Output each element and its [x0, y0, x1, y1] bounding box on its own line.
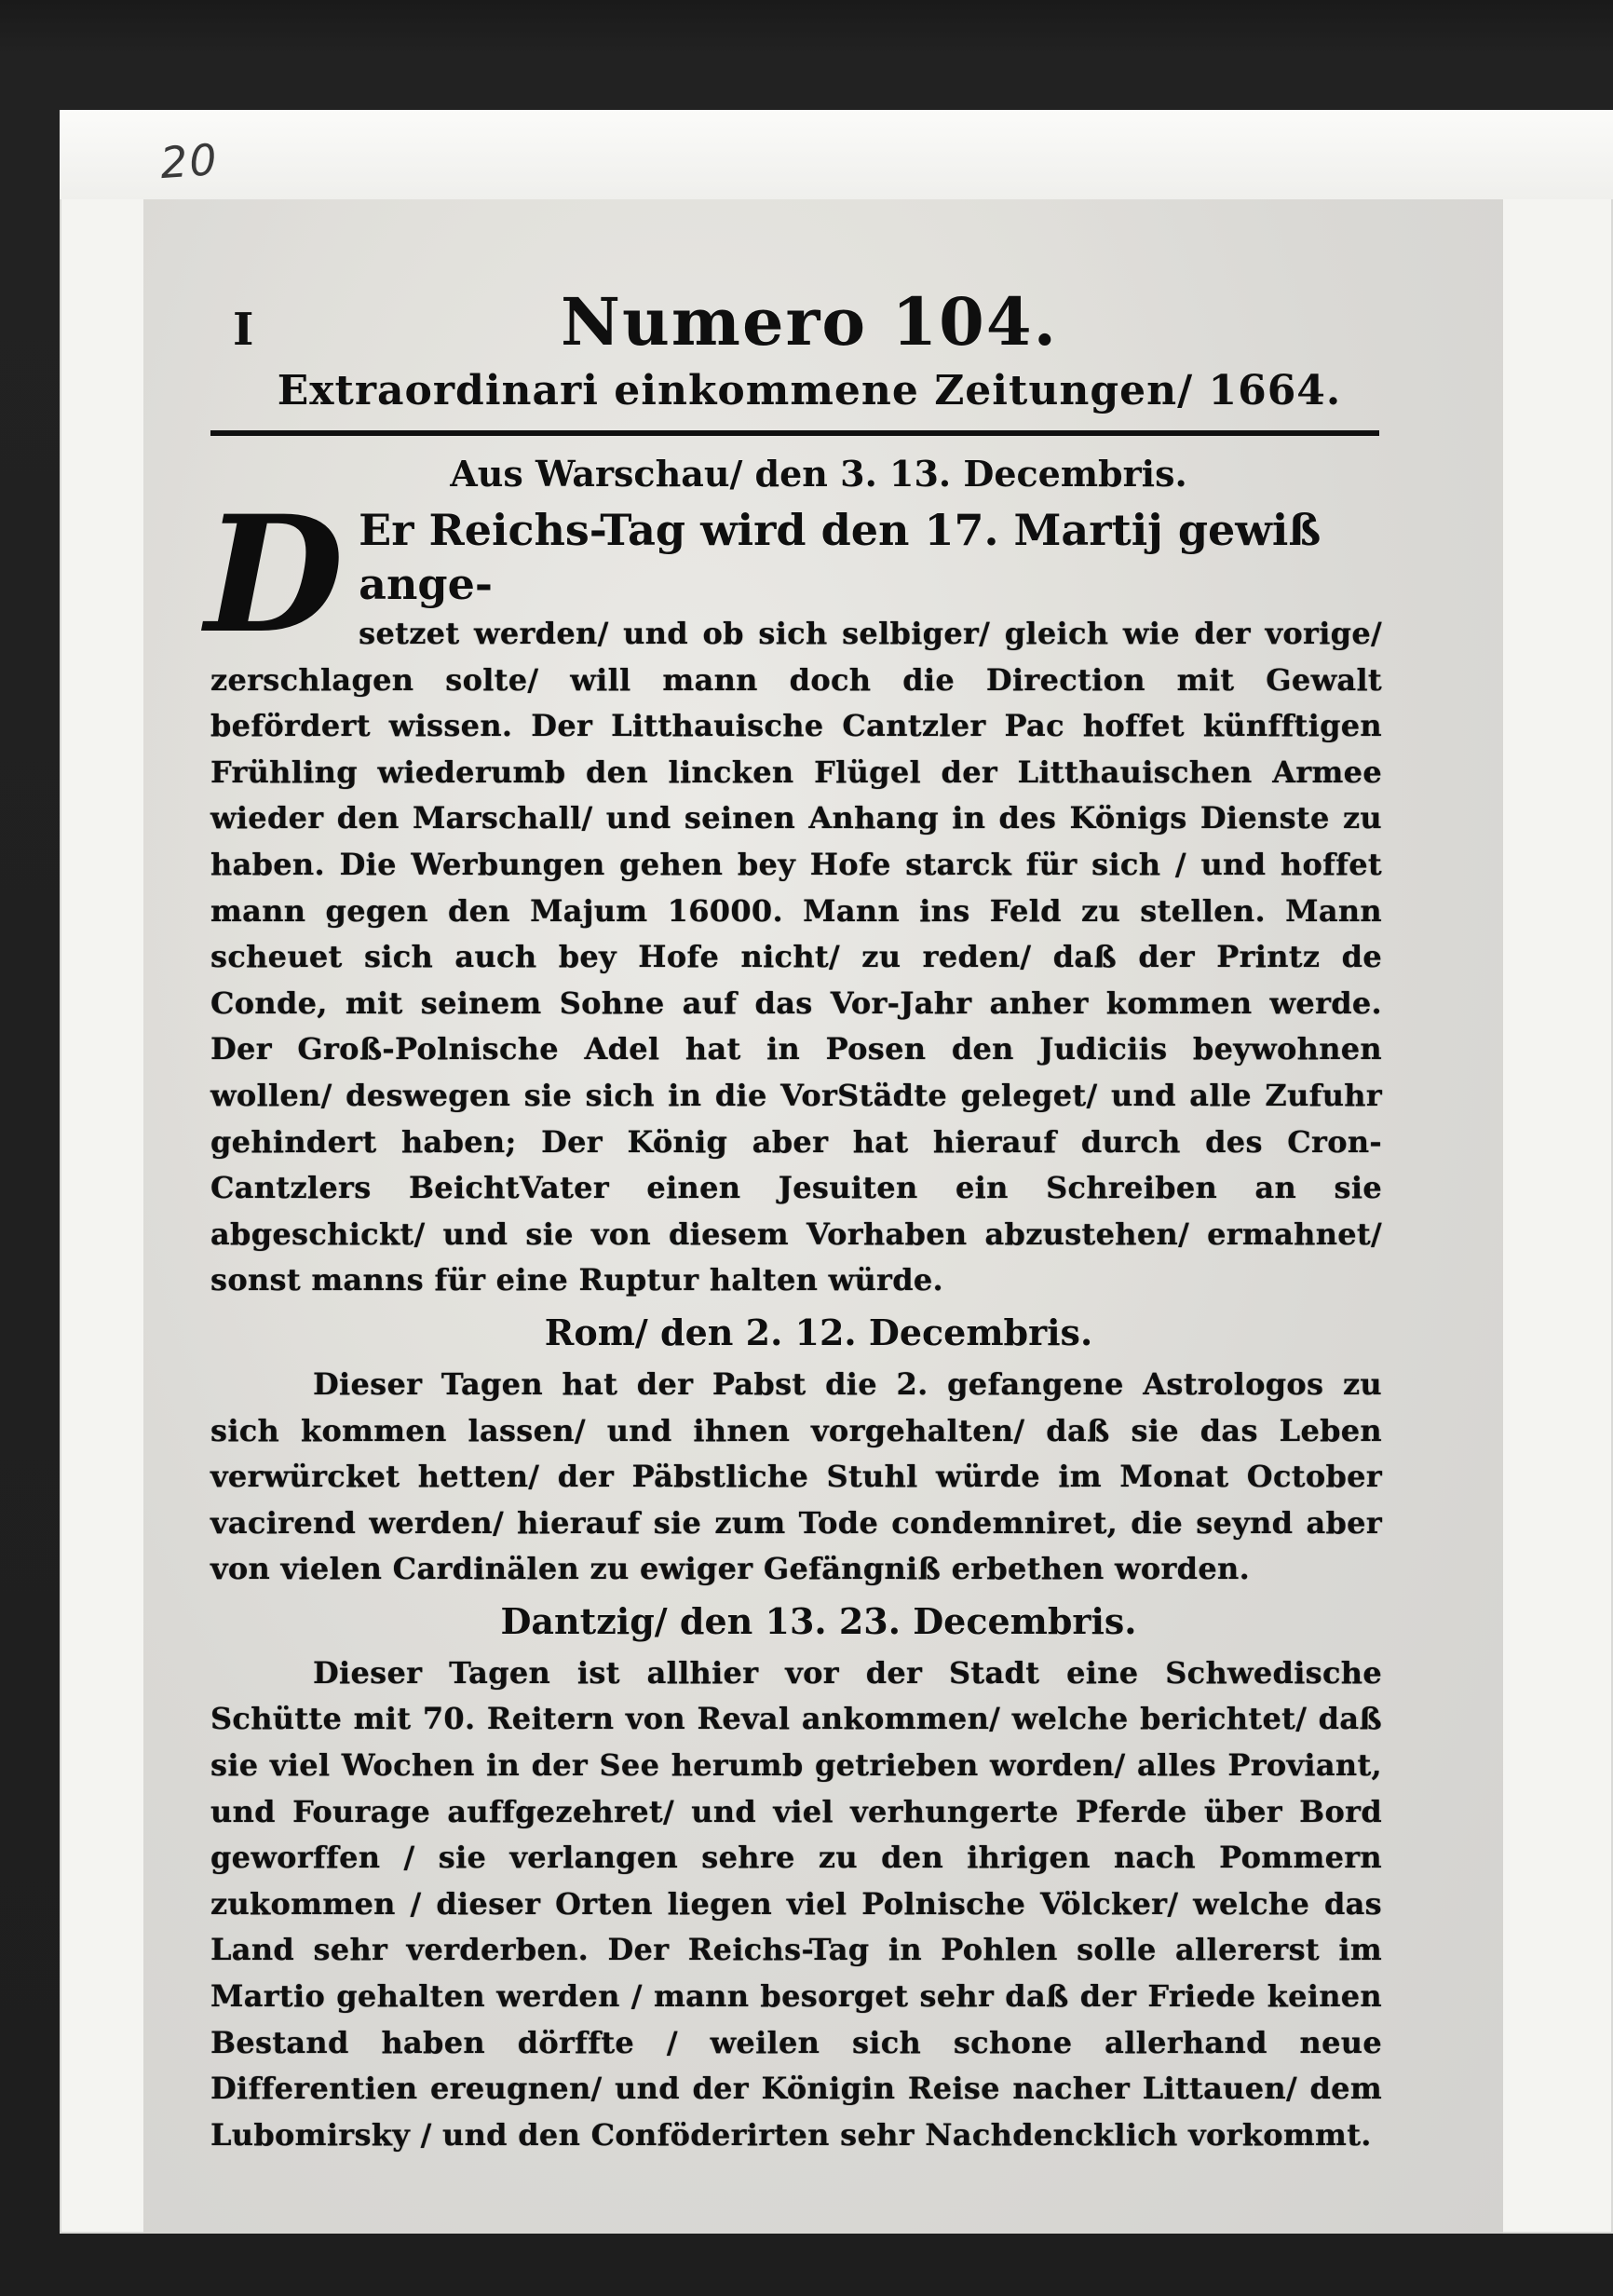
decorated-initial: D: [205, 480, 345, 669]
photograph: [60, 110, 1613, 2234]
masthead: [237, 283, 1382, 419]
issue-number: Numero 104.: [561, 283, 1058, 360]
newspaper-sheet: [143, 199, 1503, 2234]
sheet-content: [199, 283, 1382, 2158]
section-heading-dantzig: Dantzig/ den 13. 23. Decembris.: [500, 1599, 1137, 1642]
article-body-rom: Dieser Tagen hat der Pabst die 2. gefangene Astrologos zu sich kommen lassen/ und ihnen vorgehalten/ daß sie das Leben verwürcket hetten/ der Päbstliche Stuhl würde im Monat October vacirend werden/ hierauf sie zum Tode condemniret, die seynd aber von vielen Cardinälen zu ewiger Gefängniß erbethen worden.: [210, 1365, 1382, 1587]
section-heading-warschau: Aus Warschau/ den 3. 13. Decembris.: [450, 453, 1187, 495]
photo-margin: [60, 110, 1613, 199]
page-marker: I: [233, 304, 254, 356]
article-warschau: [199, 480, 1382, 1304]
section-heading-rom: Rom/ den 2. 12. Decembris.: [544, 1311, 1093, 1353]
newspaper-title: Extraordinari einkommene Zeitungen/ 1664.: [277, 367, 1342, 414]
article-body-dantzig: Dieser Tagen ist allhier vor der Stadt eine Schwedische Schütte mit 70. Reitern von Reval ankommen/ welche berichtet/ daß sie viel Wochen in der See herumb getrieben worden/ alles Proviant, und Fourage auffgezehret/ und viel verhungerte Pferde über Bord geworffen / sie verlangen sehre zu den ihrigen nach Pommern zukommen / dieser Orten liegen viel Polnische Völcker/ welche das Land sehr verderben. Der Reichs-Tag in Pohlen solle allererst im Martio gehalten werden / mann besorget sehr daß der Friede keinen Bestand haben dörffte / weilen sich schone allerhand neue Differentien ereugnen/ und der Königin Reise nacher Littauen/ dem Lubomirsky / und den Conföderirten sehr Nachdencklich vorkommt.: [210, 1654, 1382, 2153]
masthead-rule: [210, 430, 1379, 436]
archive-number: 20: [158, 133, 221, 189]
article-lead-line: Er Reichs-Tag wird den 17. Martij gewiß ange-: [359, 505, 1322, 609]
article-body-warschau: setzet werden/ und ob sich selbiger/ gleich wie der vorige/ zerschlagen solte/ will mann doch die Direction mit Gewalt befördert wissen. Der Litthauische Cantzler Pac hoffet künfftigen Frühling wiederumb den lincken Flügel der Litthauischen Armee wieder den Marschall/ und seinen Anhang in des Königs Dienste zu haben. Die Werbungen gehen bey Hofe starck für sich / und hoffet mann gegen den Majum 16000. Mann ins Feld zu stellen. Mann scheuet sich auch bey Hofe nicht/ zu reden/ daß der Printz de Conde, mit seinem Sohne auf das Vor-Jahr anher kommen werde. Der Groß-Polnische Adel hat in Posen den Judiciis beywohnen wollen/ deswegen sie sich in die VorStädte geleget/ und alle Zufuhr gehindert haben; Der König aber hat hierauf durch des Cron-Cantzlers BeichtVater einen Jesuiten ein Schreiben an sie abgeschickt/ und sie von diesem Vorhaben abzustehen/ ermahnet/ sonst manns für eine Ruptur halten würde.: [210, 616, 1382, 1298]
